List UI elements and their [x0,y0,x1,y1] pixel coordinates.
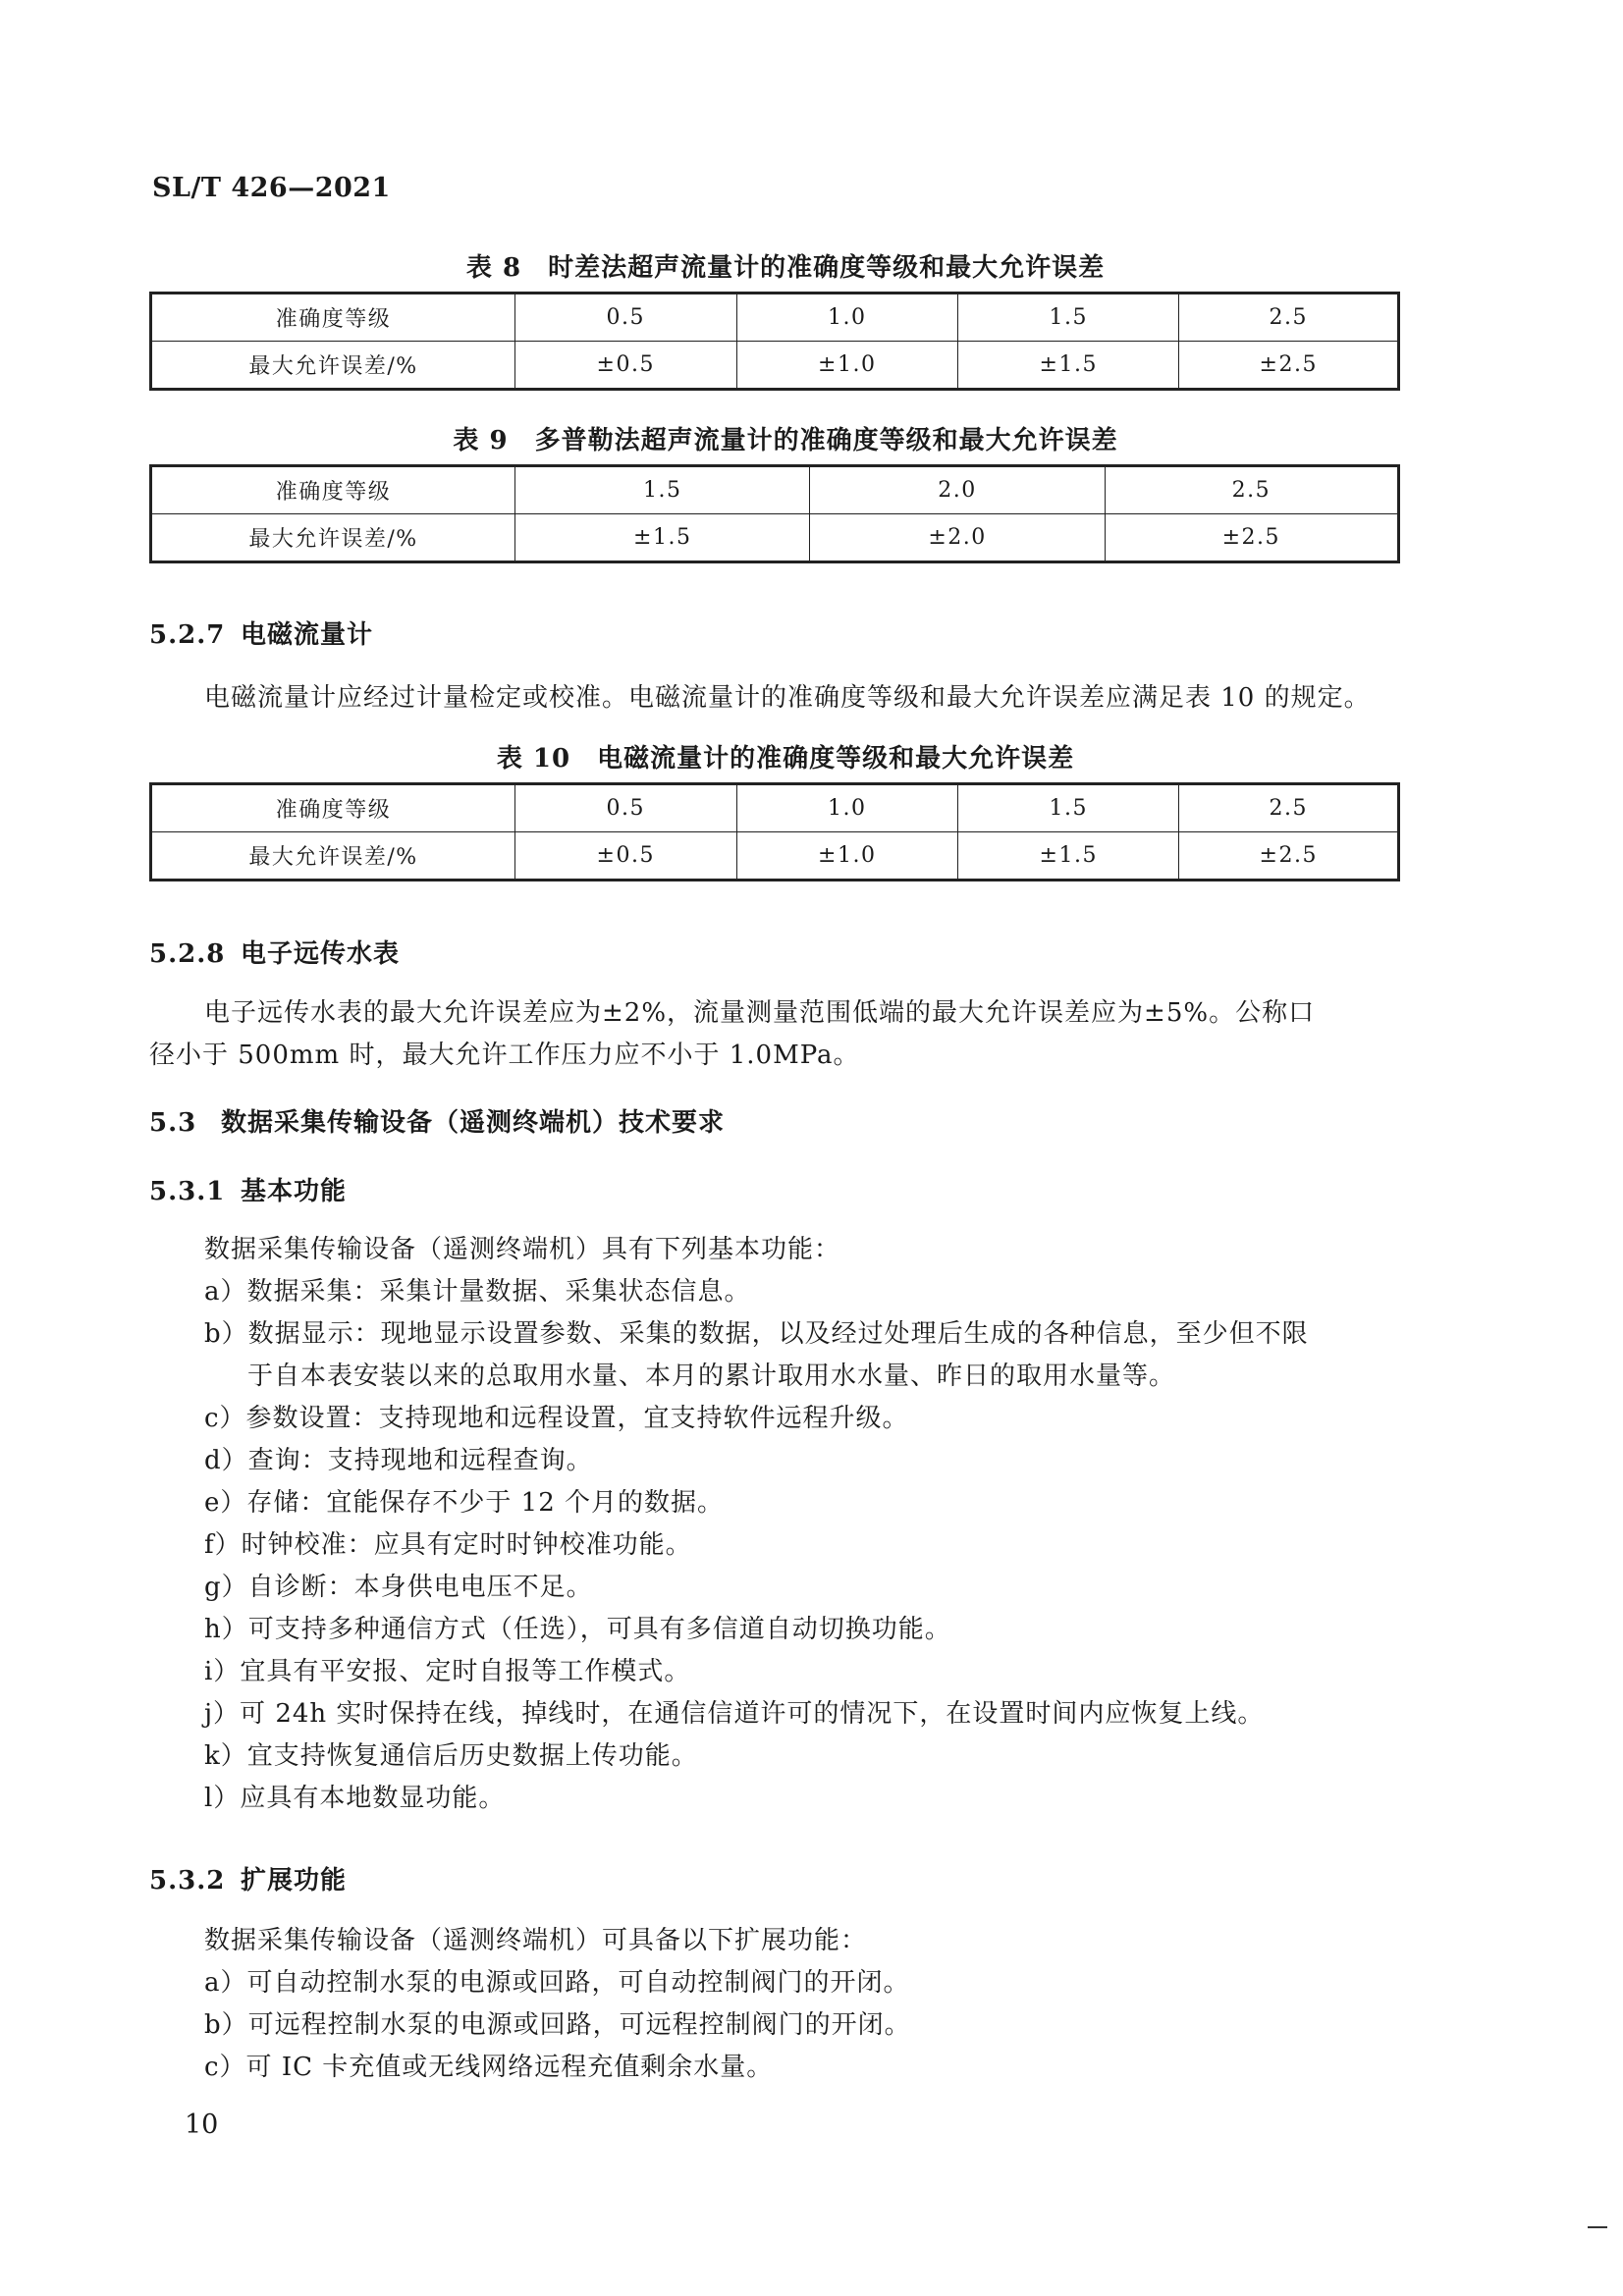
table-cell: ±1.0 [736,342,957,390]
list-item: c）参数设置：支持现地和远程设置，宜支持软件远程升级。 [204,1404,909,1433]
document-code: SL/T 426—2021 [152,173,391,203]
table-8 [149,292,1400,391]
table-cell: ±0.5 [515,342,736,390]
list-item: h）可支持多种通信方式（任选），可具有多信道自动切换功能。 [204,1615,951,1644]
section-5-2-8-line-2: 径小于 500mm 时，最大允许工作压力应不小于 1.0MPa。 [149,1041,860,1070]
section-number: 5.3 [149,1108,197,1138]
list-item: k）宜支持恢复通信后历史数据上传功能。 [204,1741,698,1771]
table-cell: ±1.5 [957,342,1178,390]
table-cell: ±1.0 [736,832,957,881]
section-5-2-7-heading [149,614,373,651]
section-5-3-heading [149,1102,725,1139]
corner-mark [1588,2226,1607,2228]
table-cell: 0.5 [515,294,736,342]
table-9-caption: 表 9 多普勒法超声流量计的准确度等级和最大允许误差 [453,426,1118,455]
table-cell: ±2.5 [1179,832,1399,881]
table-cell: 准确度等级 [151,294,515,342]
section-5-2-7-text: 电磁流量计应经过计量检定或校准。电磁流量计的准确度等级和最大允许误差应满足表 10 的规定。 [204,683,1371,713]
table-row [151,784,1399,832]
section-number: 5.3.1 [149,1177,226,1206]
list-item: j）可 24h 实时保持在线，掉线时，在通信信道许可的情况下，在设置时间内应恢复上线。 [204,1699,1265,1729]
table-cell: 1.0 [736,294,957,342]
section-5-3-1-heading [149,1171,347,1207]
section-title: 电磁流量计 [241,620,374,650]
table-cell: ±1.5 [515,514,810,562]
list-item: l）应具有本地数显功能。 [204,1784,506,1813]
list-item: b）数据显示：现地显示设置参数、采集的数据，以及经过处理后生成的各种信息，至少但不限 [204,1319,1309,1349]
table-row [151,832,1399,881]
table-9 [149,464,1400,563]
list-item: f）时钟校准：应具有定时时钟校准功能。 [204,1530,692,1560]
table-8-caption: 表 8 时差法超声流量计的准确度等级和最大允许误差 [465,253,1106,283]
section-title: 数据采集传输设备（遥测终端机）技术要求 [221,1108,726,1138]
section-5-2-8-line-1: 电子远传水表的最大允许误差应为±2%，流量测量范围低端的最大允许误差应为±5%。公称口 [204,998,1316,1028]
section-number: 5.3.2 [149,1866,226,1896]
list-item: g）自诊断：本身供电电压不足。 [204,1573,593,1602]
table-cell: 1.5 [515,466,810,514]
table-cell: 最大允许误差/% [151,514,515,562]
table-cell: 1.0 [736,784,957,832]
section-title: 电子远传水表 [241,939,401,969]
table-cell: 2.5 [1179,784,1399,832]
table-cell: 2.5 [1105,466,1398,514]
list-item: b）可远程控制水泵的电源或回路，可远程控制阀门的开闭。 [204,2010,911,2040]
table-cell: 最大允许误差/% [151,342,515,390]
table-row [151,342,1399,390]
table-cell: ±2.0 [810,514,1105,562]
section-number: 5.2.7 [149,620,226,650]
table-cell: 0.5 [515,784,736,832]
table-cell: ±0.5 [515,832,736,881]
section-5-3-2-heading [149,1860,347,1896]
section-5-3-2-intro: 数据采集传输设备（遥测终端机）可具备以下扩展功能： [204,1926,868,1955]
page-number: 10 [185,2109,219,2140]
table-cell: ±2.5 [1179,342,1399,390]
table-cell: 1.5 [957,784,1178,832]
section-number: 5.2.8 [149,939,226,969]
section-5-3-1-intro: 数据采集传输设备（遥测终端机）具有下列基本功能： [204,1235,841,1264]
list-item-continuation: 于自本表安装以来的总取用水量、本月的累计取用水水量、昨日的取用水量等。 [247,1362,1176,1391]
table-cell: ±1.5 [957,832,1178,881]
section-title: 基本功能 [241,1177,348,1206]
table-10 [149,782,1400,881]
table-cell: 2.0 [810,466,1105,514]
table-cell: 1.5 [957,294,1178,342]
table-cell: 准确度等级 [151,466,515,514]
list-item: a）可自动控制水泵的电源或回路，可自动控制阀门的开闭。 [204,1968,910,1998]
table-cell: 准确度等级 [151,784,515,832]
list-item: c）可 IC 卡充值或无线网络远程充值剩余水量。 [204,2053,774,2082]
list-item: a）数据采集：采集计量数据、采集状态信息。 [204,1277,751,1307]
list-item: e）存储：宜能保存不少于 12 个月的数据。 [204,1488,725,1518]
list-item: d）查询：支持现地和远程查询。 [204,1446,593,1475]
table-10-caption: 表 10 电磁流量计的准确度等级和最大允许误差 [496,744,1075,774]
table-row [151,466,1399,514]
table-row [151,294,1399,342]
section-title: 扩展功能 [241,1866,348,1896]
list-item: i）宜具有平安报、定时自报等工作模式。 [204,1657,691,1686]
section-5-2-8-heading [149,934,400,970]
table-cell: ±2.5 [1105,514,1398,562]
table-cell: 最大允许误差/% [151,832,515,881]
table-cell: 2.5 [1179,294,1399,342]
table-row [151,514,1399,562]
